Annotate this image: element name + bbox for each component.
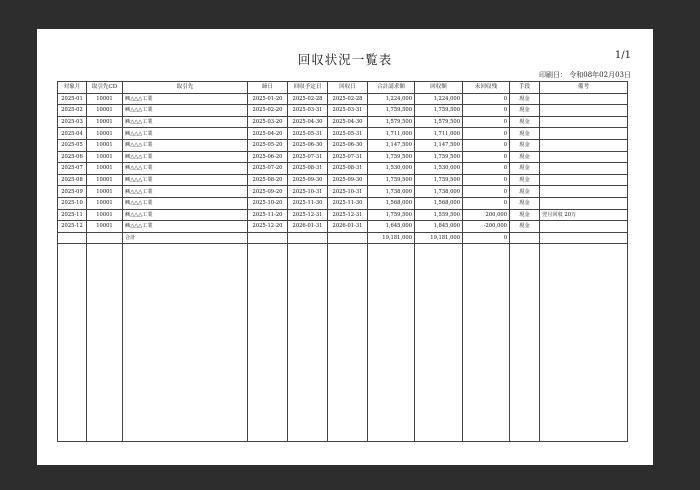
- collection-table: [57, 81, 628, 442]
- blank-cell: [248, 244, 288, 442]
- blank-cell: [463, 244, 510, 442]
- cell-paid-date: 2025-10-31: [328, 186, 368, 198]
- cell-method: 現金: [510, 128, 540, 140]
- cell-month: 2025-12: [58, 221, 87, 233]
- total-collected: 19,181,000: [415, 232, 463, 244]
- cell-month: 2025-04: [58, 128, 87, 140]
- cell-empty: [288, 232, 328, 244]
- cell-month: 2025-05: [58, 139, 87, 151]
- cell-unpaid: 0: [463, 186, 510, 198]
- col-header-code: 取引先CD: [87, 82, 123, 94]
- cell-empty: [58, 232, 87, 244]
- cell-client: ㈱△△△工業: [123, 186, 248, 198]
- cell-unpaid: 0: [463, 128, 510, 140]
- table-row: [58, 116, 628, 128]
- blank-cell: [368, 244, 415, 442]
- cell-note: [540, 93, 628, 105]
- col-header-close-date: 締日: [248, 82, 288, 94]
- table-row: [58, 139, 628, 151]
- report-page: [37, 29, 653, 465]
- cell-unpaid: 0: [463, 174, 510, 186]
- cell-client: ㈱△△△工業: [123, 128, 248, 140]
- cell-unpaid: 0: [463, 151, 510, 163]
- cell-method: 現金: [510, 151, 540, 163]
- cell-due-date: 2025-04-30: [288, 116, 328, 128]
- cell-code: 10001: [87, 221, 123, 233]
- cell-code: 10001: [87, 209, 123, 221]
- cell-code: 10001: [87, 93, 123, 105]
- cell-billed: 1,711,000: [368, 128, 415, 140]
- table-row: [58, 93, 628, 105]
- blank-filler-row: [58, 244, 628, 442]
- cell-note: [540, 174, 628, 186]
- cell-note: [540, 151, 628, 163]
- cell-code: 10001: [87, 186, 123, 198]
- cell-empty: [248, 232, 288, 244]
- cell-paid-date: 2025-11-30: [328, 197, 368, 209]
- total-unpaid: 0: [463, 232, 510, 244]
- cell-paid-date: 2025-03-31: [328, 105, 368, 117]
- cell-month: 2025-08: [58, 174, 87, 186]
- cell-note: 翌月回収 20万: [540, 209, 628, 221]
- cell-client: ㈱△△△工業: [123, 197, 248, 209]
- total-label: 合計: [123, 232, 248, 244]
- cell-billed: 1,530,000: [368, 163, 415, 175]
- cell-collected: 1,568,000: [415, 197, 463, 209]
- cell-close-date: 2025-06-20: [248, 151, 288, 163]
- cell-close-date: 2025-04-20: [248, 128, 288, 140]
- total-row: [58, 232, 628, 244]
- cell-paid-date: 2025-12-31: [328, 209, 368, 221]
- blank-cell: [510, 244, 540, 442]
- cell-method: 現金: [510, 186, 540, 198]
- cell-close-date: 2025-05-20: [248, 139, 288, 151]
- report-title: 回収状況一覧表: [297, 52, 393, 67]
- blank-cell: [288, 244, 328, 442]
- col-header-unpaid: 未回収残: [463, 82, 510, 94]
- cell-method: 現金: [510, 174, 540, 186]
- cell-note: [540, 197, 628, 209]
- cell-unpaid: 0: [463, 163, 510, 175]
- cell-billed: 1,579,500: [368, 116, 415, 128]
- cell-collected: 1,759,500: [415, 105, 463, 117]
- cell-client: ㈱△△△工業: [123, 174, 248, 186]
- cell-billed: 1,738,000: [368, 186, 415, 198]
- cell-paid-date: 2025-02-28: [328, 93, 368, 105]
- total-billed: 19,181,000: [368, 232, 415, 244]
- cell-note: [540, 186, 628, 198]
- cell-client: ㈱△△△工業: [123, 163, 248, 175]
- cell-code: 10001: [87, 128, 123, 140]
- cell-collected: 1,147,500: [415, 139, 463, 151]
- cell-unpaid: 0: [463, 139, 510, 151]
- cell-close-date: 2025-10-20: [248, 197, 288, 209]
- cell-close-date: 2025-08-20: [248, 174, 288, 186]
- cell-billed: 1,759,500: [368, 174, 415, 186]
- cell-paid-date: 2025-07-31: [328, 151, 368, 163]
- cell-month: 2025-07: [58, 163, 87, 175]
- cell-paid-date: 2025-04-30: [328, 116, 368, 128]
- blank-cell: [58, 244, 87, 442]
- cell-client: ㈱△△△工業: [123, 116, 248, 128]
- cell-month: 2025-03: [58, 116, 87, 128]
- cell-month: 2025-01: [58, 93, 87, 105]
- cell-billed: 1,645,000: [368, 221, 415, 233]
- cell-method: 現金: [510, 221, 540, 233]
- cell-method: 現金: [510, 105, 540, 117]
- table-row: [58, 151, 628, 163]
- cell-close-date: 2025-09-20: [248, 186, 288, 198]
- cell-empty: [540, 232, 628, 244]
- blank-cell: [328, 244, 368, 442]
- table-row: [58, 186, 628, 198]
- print-date: 印刷日： 令和08年02月03日: [539, 71, 631, 79]
- blank-cell: [87, 244, 123, 442]
- table-row: [58, 105, 628, 117]
- col-header-client: 取引先: [123, 82, 248, 94]
- cell-method: 現金: [510, 116, 540, 128]
- table-row: [58, 209, 628, 221]
- cell-code: 10001: [87, 116, 123, 128]
- cell-code: 10001: [87, 105, 123, 117]
- cell-code: 10001: [87, 174, 123, 186]
- cell-collected: 1,711,000: [415, 128, 463, 140]
- cell-unpaid: 0: [463, 197, 510, 209]
- col-header-note: 備考: [540, 82, 628, 94]
- cell-collected: 1,224,000: [415, 93, 463, 105]
- cell-collected: 1,845,000: [415, 221, 463, 233]
- table-row: [58, 174, 628, 186]
- col-header-billed: 合計請求額: [368, 82, 415, 94]
- cell-collected: 1,530,000: [415, 163, 463, 175]
- table-row: [58, 197, 628, 209]
- table-body: [58, 93, 628, 442]
- cell-close-date: 2025-07-20: [248, 163, 288, 175]
- blank-cell: [415, 244, 463, 442]
- cell-unpaid: 200,000: [463, 209, 510, 221]
- cell-close-date: 2025-03-20: [248, 116, 288, 128]
- cell-client: ㈱△△△工業: [123, 105, 248, 117]
- cell-due-date: 2025-02-28: [288, 93, 328, 105]
- cell-client: ㈱△△△工業: [123, 139, 248, 151]
- cell-paid-date: 2025-06-30: [328, 139, 368, 151]
- cell-note: [540, 221, 628, 233]
- cell-method: 現金: [510, 139, 540, 151]
- blank-cell: [540, 244, 628, 442]
- cell-due-date: 2025-09-30: [288, 174, 328, 186]
- cell-due-date: 2025-07-31: [288, 151, 328, 163]
- blank-cell: [123, 244, 248, 442]
- table-row: [58, 221, 628, 233]
- cell-note: [540, 139, 628, 151]
- page-number: 1/1: [614, 50, 631, 61]
- cell-paid-date: 2025-05-31: [328, 128, 368, 140]
- cell-client: ㈱△△△工業: [123, 151, 248, 163]
- cell-month: 2025-06: [58, 151, 87, 163]
- cell-billed: 1,568,000: [368, 197, 415, 209]
- table-row: [58, 163, 628, 175]
- cell-code: 10001: [87, 197, 123, 209]
- cell-due-date: 2025-10-31: [288, 186, 328, 198]
- cell-close-date: 2025-12-20: [248, 221, 288, 233]
- cell-method: 現金: [510, 209, 540, 221]
- cell-collected: 1,579,500: [415, 116, 463, 128]
- cell-note: [540, 116, 628, 128]
- cell-close-date: 2025-11-20: [248, 209, 288, 221]
- col-header-month: 対象月: [58, 82, 87, 94]
- cell-unpaid: 0: [463, 93, 510, 105]
- cell-client: ㈱△△△工業: [123, 93, 248, 105]
- cell-collected: 1,759,500: [415, 151, 463, 163]
- cell-billed: 1,759,500: [368, 209, 415, 221]
- col-header-collected: 回収額: [415, 82, 463, 94]
- cell-empty: [510, 232, 540, 244]
- cell-method: 現金: [510, 163, 540, 175]
- table-header-row: [58, 82, 628, 94]
- cell-billed: 1,147,500: [368, 139, 415, 151]
- cell-billed: 1,224,000: [368, 93, 415, 105]
- cell-month: 2025-11: [58, 209, 87, 221]
- cell-unpaid: 0: [463, 116, 510, 128]
- col-header-due-date: 回収予定日: [288, 82, 328, 94]
- cell-code: 10001: [87, 151, 123, 163]
- cell-empty: [87, 232, 123, 244]
- cell-month: 2025-10: [58, 197, 87, 209]
- cell-client: ㈱△△△工業: [123, 209, 248, 221]
- cell-due-date: 2025-08-31: [288, 163, 328, 175]
- cell-unpaid: 0: [463, 105, 510, 117]
- cell-month: 2025-09: [58, 186, 87, 198]
- cell-due-date: 2025-06-30: [288, 139, 328, 151]
- cell-paid-date: 2026-01-31: [328, 221, 368, 233]
- cell-code: 10001: [87, 139, 123, 151]
- cell-unpaid: -200,000: [463, 221, 510, 233]
- cell-month: 2025-02: [58, 105, 87, 117]
- cell-due-date: 2025-11-30: [288, 197, 328, 209]
- cell-note: [540, 128, 628, 140]
- cell-billed: 1,759,500: [368, 105, 415, 117]
- cell-paid-date: 2025-09-30: [328, 174, 368, 186]
- cell-empty: [328, 232, 368, 244]
- cell-billed: 1,759,500: [368, 151, 415, 163]
- cell-close-date: 2025-01-20: [248, 93, 288, 105]
- cell-due-date: 2026-01-31: [288, 221, 328, 233]
- cell-method: 現金: [510, 197, 540, 209]
- cell-collected: 1,738,000: [415, 186, 463, 198]
- col-header-paid-date: 回収日: [328, 82, 368, 94]
- cell-method: 現金: [510, 93, 540, 105]
- col-header-method: 手段: [510, 82, 540, 94]
- cell-due-date: 2025-03-31: [288, 105, 328, 117]
- cell-due-date: 2025-12-31: [288, 209, 328, 221]
- cell-paid-date: 2025-08-31: [328, 163, 368, 175]
- table-row: [58, 128, 628, 140]
- cell-collected: 1,559,500: [415, 209, 463, 221]
- cell-note: [540, 105, 628, 117]
- cell-client: ㈱△△△工業: [123, 221, 248, 233]
- cell-close-date: 2025-02-20: [248, 105, 288, 117]
- cell-collected: 1,759,500: [415, 174, 463, 186]
- cell-code: 10001: [87, 163, 123, 175]
- cell-due-date: 2025-05-31: [288, 128, 328, 140]
- cell-note: [540, 163, 628, 175]
